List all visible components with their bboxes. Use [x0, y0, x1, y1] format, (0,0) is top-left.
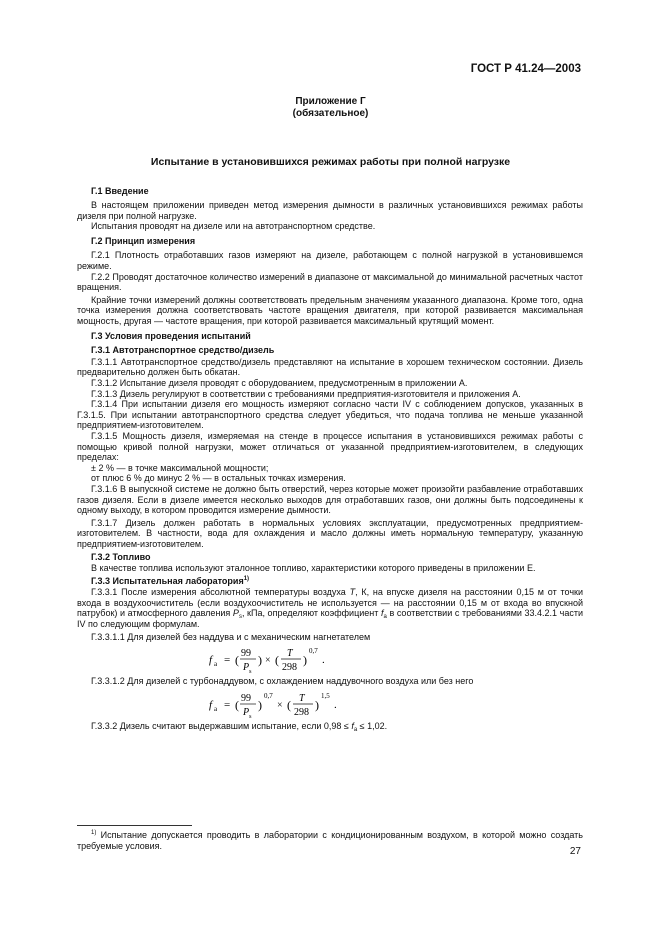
paragraph: Г.3.3.1.1 Для дизелей без наддува и с механическим нагнетателем: [91, 631, 371, 642]
heading-text: Г.3.3 Испытательная лаборатория: [91, 575, 244, 586]
page-number: 27: [569, 846, 581, 857]
section-heading-g1: Г.1 Введение: [91, 186, 149, 196]
f2-end: .: [334, 698, 337, 711]
f1-exponent: 0,7: [309, 647, 318, 656]
f1-rparen-2: ): [303, 653, 307, 668]
f2-den-2: 298: [294, 706, 309, 718]
f2-lhs-sub: a: [214, 704, 218, 713]
f2-den-1: P: [243, 706, 250, 718]
f2-times: ×: [277, 699, 283, 711]
paragraph: Г.2.2 Проводят достаточное количество измерений в диапазоне от максимальной до минимальной расчетных частот вращения.: [77, 271, 583, 293]
text-run: , кПа, определяют коэффициент: [241, 608, 381, 619]
annex-title: Приложение Г: [295, 96, 366, 107]
text-run: ≤ 1,02.: [357, 720, 388, 731]
paragraph: Г.3.1.1 Автотранспортное средство/дизель представляют на испытание в хорошем техническом состоянии. Дизель предварительно должен быть обкатан.: [77, 356, 583, 378]
f2-eq: =: [224, 698, 231, 711]
var-t: T: [349, 587, 356, 598]
f2-num-1: 99: [241, 692, 251, 704]
footnote-ref[interactable]: 1): [243, 575, 250, 582]
tolerance-item: ± 2 % — в точке максимальной мощности;: [91, 462, 269, 473]
f2-rparen-1: ): [258, 697, 262, 712]
footnote-divider: [77, 825, 192, 826]
f1-end: .: [322, 654, 325, 667]
f2-exponent-2: 1,5: [321, 691, 330, 700]
paragraph: Г.3.1.6 В выпускной системе не должно быть отверстий, через которые может произойти разбавление отработавших газов дизеля. Если в дизеле имеется несколько выходов для отработавших газов, они должны быть подсоединены к одному выходу, в котором проводится измерение дымности.: [77, 483, 583, 516]
f1-den-1-sub: s: [249, 668, 252, 676]
paragraph: В настоящем приложении приведен метод измерения дымности в различных установившихся режимах работы дизеля при полной нагрузке.: [77, 200, 583, 221]
f1-num-2: T: [287, 648, 293, 660]
standard-number: ГОСТ Р 41.24—2003: [470, 63, 581, 75]
f2-lparen-1: (: [235, 697, 239, 712]
f1-lparen-2: (: [275, 653, 279, 668]
f2-lparen-2: (: [287, 697, 291, 712]
f1-den-2: 298: [282, 662, 297, 674]
f1-lparen-1: (: [235, 653, 239, 668]
formula-naturally-aspirated: [77, 642, 583, 676]
formula-turbocharged: [77, 687, 583, 721]
paragraph: Г.3.1.3 Дизель регулируют в соответствии с требованиями предприятия-изготовителя и приложения А.: [91, 388, 521, 399]
document-title: Испытание в установившихся режимах работы при полной нагрузке: [150, 156, 511, 168]
section-heading-g2: Г.2 Принцип измерения: [91, 236, 196, 247]
var-p-sub: s: [238, 614, 242, 621]
f2-exponent-1: 0,7: [264, 691, 273, 700]
var-f-sub: a: [353, 726, 358, 733]
paragraph: Г.3.1.4 При испытании дизеля его мощность измеряют согласно части IV с соблюдением допусков, указанных в Г.3.1.5. При испытании автотранспортного средства следует убедиться, что подача топлива не меньше указанной предприятием-изготовителем.: [77, 399, 583, 431]
f2-rparen-2: ): [315, 697, 319, 712]
paragraph: Испытания проводят на дизеле или на автотранспортном средстве.: [91, 221, 376, 232]
var-f: f: [380, 608, 384, 619]
formula-1-graphic: [77, 642, 583, 676]
paragraph: Крайние точки измерений должны соответствовать предельным значениям указанного диапазона. Кроме того, одна точка измерения должна соответствовать частоте вращения двигателя, при которой развивается максимальная мощность, другая — частоте вращения, при которой развивается максимальный крутящий момент.: [77, 294, 583, 327]
text-run: в соответствии с требованиями 33.4.2.1 части IV по следующим формулам.: [77, 608, 583, 630]
f1-num-1: 99: [241, 648, 251, 660]
text-run: , К, на впуске дизеля на расстоянии 0,15 м от точки входа в воздухоочиститель (если воздухоочиститель не используется — на расстоянии 0,15 м от входа во впускной патрубок) и атмосферного давления: [77, 587, 583, 619]
f2-den-1-sub: s: [249, 712, 252, 720]
section-heading-g3: Г.3 Условия проведения испытаний: [91, 331, 251, 342]
subsection-heading-g33: [91, 576, 583, 587]
text-run: Г.3.3.2 Дизель считают выдержавшим испытание, если 0,98 ≤: [91, 720, 352, 731]
f1-times: ×: [265, 655, 271, 667]
tolerance-item: от плюс 6 % до минус 2 % — в остальных точках измерения.: [91, 473, 346, 484]
var-p: P: [232, 608, 239, 619]
paragraph-g331: [77, 587, 583, 629]
f1-den-1: P: [243, 662, 250, 674]
text-run: Г.3.3.1 После измерения абсолютной температуры воздуха: [91, 587, 350, 598]
paragraph: Г.3.1.7 Дизель должен работать в нормальных условиях эксплуатации, предусмотренных предприятием-изготовителем. В частности, вода для охлаждения и масло должны иметь нормальную температуру, указанную предприятием-изготовителем.: [77, 517, 583, 549]
footnote-text: Испытание допускается проводить в лаборатории с кондиционированным воздухом, в которой можно создать требуемые условия.: [77, 830, 583, 851]
annex-heading: [0, 96, 661, 120]
f1-lhs: f: [209, 654, 213, 667]
paragraph: Г.2.1 Плотность отработавших газов измеряют на дизеле, работающем с полной нагрузкой в установившемся режиме.: [77, 250, 583, 272]
paragraph: Г.3.3.1.2 Для дизелей с турбонаддувом, с охлаждением наддувочного воздуха или без него: [91, 676, 474, 687]
f2-lhs: f: [209, 698, 213, 711]
f1-rparen-1: ): [258, 653, 262, 668]
f1-eq: =: [224, 654, 231, 667]
subsection-heading-g32: Г.3.2 Топливо: [91, 551, 151, 562]
var-f-sub: a: [383, 614, 387, 621]
paragraph-g332: [77, 721, 583, 732]
var-f: f: [351, 720, 354, 731]
document-body: [77, 186, 583, 731]
subsection-heading-g31: Г.3.1 Автотранспортное средство/дизель: [91, 345, 275, 356]
paragraph: В качестве топлива используют эталонное топливо, характеристики которого приведены в приложении Е.: [91, 563, 536, 574]
footnote-mark: 1): [91, 830, 97, 836]
paragraph: Г.3.1.2 Испытание дизеля проводят с оборудованием, предусмотренным в приложении А.: [91, 378, 468, 388]
f1-lhs-sub: a: [214, 660, 218, 669]
paragraph: Г.3.1.5 Мощность дизеля, измеряемая на стенде в процессе испытания в установившихся режимах работы с помощью кривой полной нагрузки, может отличаться от указанной предприятием-изготовителем, в следующих пределах:: [77, 430, 583, 463]
f2-num-2: T: [299, 692, 305, 704]
footnote: [77, 830, 583, 851]
annex-status: (обязательное): [292, 108, 369, 119]
formula-2-graphic: [77, 687, 583, 721]
